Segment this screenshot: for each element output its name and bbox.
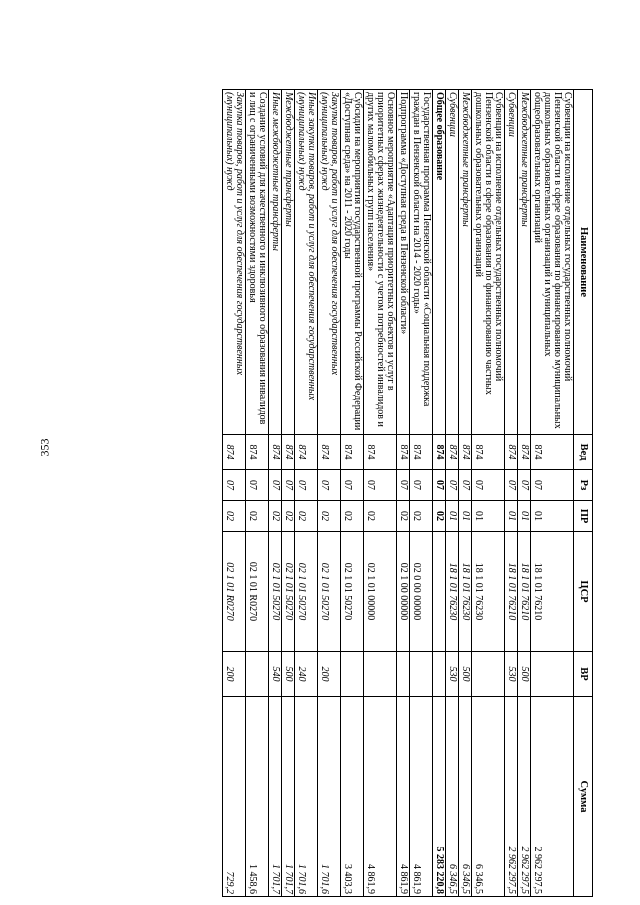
- table-header-row: [574, 90, 593, 897]
- cell-vr: 530: [505, 652, 518, 697]
- table-row: [223, 90, 246, 897]
- cell-csr: 18 1 01 76210: [518, 532, 531, 652]
- cell-pr: 02: [246, 501, 269, 532]
- table-row: [459, 90, 472, 897]
- cell-sum: 1 458,6: [246, 697, 269, 897]
- cell-csr: 02 1 01 50270: [269, 532, 282, 652]
- cell-vr: [433, 652, 446, 697]
- cell-ved: 874: [505, 435, 518, 470]
- cell-name: Субвенции: [446, 90, 459, 435]
- table-row: [410, 90, 433, 897]
- cell-rz: 07: [269, 470, 282, 501]
- cell-name: Общее образование: [433, 90, 446, 435]
- cell-pr: 02: [269, 501, 282, 532]
- cell-ved: 874: [531, 435, 574, 470]
- cell-rz: 07: [341, 470, 364, 501]
- table-row: [505, 90, 518, 897]
- cell-rz: 07: [472, 470, 505, 501]
- cell-rz: 07: [531, 470, 574, 501]
- cell-csr: 18 1 01 76230: [459, 532, 472, 652]
- cell-name: Субвенции: [505, 90, 518, 435]
- cell-vr: 540: [269, 652, 282, 697]
- cell-sum: 4 861,9: [410, 697, 433, 897]
- header-vr: ВР: [574, 652, 593, 697]
- cell-vr: 500: [459, 652, 472, 697]
- cell-sum: 4 861,9: [364, 697, 397, 897]
- cell-csr: 02 1 01 50270: [318, 532, 341, 652]
- cell-csr: 02 1 01 R0270: [246, 532, 269, 652]
- header-name: Наименование: [574, 90, 593, 435]
- table-row: [446, 90, 459, 897]
- cell-ved: 874: [295, 435, 318, 470]
- cell-sum: 1 701,7: [269, 697, 282, 897]
- cell-sum: 6 346,5: [459, 697, 472, 897]
- table-row: [472, 90, 505, 897]
- cell-name: Иные межбюджетные трансферты: [269, 90, 282, 435]
- cell-csr: 02 1 01 50270: [282, 532, 295, 652]
- cell-ved: 874: [518, 435, 531, 470]
- header-ved: Вед: [574, 435, 593, 470]
- cell-name: Закупка товаров, работ и услуг для обеспечения государственных (муниципальных) нужд: [223, 90, 246, 435]
- cell-pr: 02: [410, 501, 433, 532]
- cell-rz: 07: [518, 470, 531, 501]
- cell-rz: 07: [433, 470, 446, 501]
- cell-sum: 5 283 220,8: [433, 697, 446, 897]
- cell-vr: [531, 652, 574, 697]
- cell-pr: 02: [364, 501, 397, 532]
- cell-ved: 874: [433, 435, 446, 470]
- cell-vr: [341, 652, 364, 697]
- cell-csr: 18 1 01 76230: [472, 532, 505, 652]
- cell-rz: 07: [318, 470, 341, 501]
- page-number: 353: [37, 438, 52, 457]
- cell-sum: 1 701,6: [318, 697, 341, 897]
- cell-pr: 02: [433, 501, 446, 532]
- cell-ved: 874: [269, 435, 282, 470]
- cell-name: Закупка товаров, работ и услуг для обеспечения государственных (муниципальных) нужд: [318, 90, 341, 435]
- cell-vr: 530: [446, 652, 459, 697]
- cell-pr: 01: [531, 501, 574, 532]
- cell-pr: 01: [459, 501, 472, 532]
- table-row: [246, 90, 269, 897]
- cell-pr: 02: [318, 501, 341, 532]
- cell-ved: 874: [364, 435, 397, 470]
- cell-sum: 3 403,3: [341, 697, 364, 897]
- rotated-page-content: [98, 89, 593, 894]
- table-row: [295, 90, 318, 897]
- cell-rz: 07: [223, 470, 246, 501]
- cell-rz: 07: [505, 470, 518, 501]
- cell-pr: 02: [282, 501, 295, 532]
- cell-vr: 500: [282, 652, 295, 697]
- cell-csr: 18 1 01 76230: [446, 532, 459, 652]
- cell-sum: 1 701,6: [295, 697, 318, 897]
- cell-csr: 02 1 01 50270: [295, 532, 318, 652]
- cell-pr: 02: [341, 501, 364, 532]
- cell-rz: 07: [397, 470, 410, 501]
- cell-pr: 02: [223, 501, 246, 532]
- cell-name: Подпрограмма «Доступная среда в Пензенской области»: [397, 90, 410, 435]
- cell-pr: 01: [505, 501, 518, 532]
- cell-ved: 874: [282, 435, 295, 470]
- cell-rz: 07: [282, 470, 295, 501]
- cell-ved: 874: [410, 435, 433, 470]
- cell-ved: 874: [341, 435, 364, 470]
- cell-pr: 01: [472, 501, 505, 532]
- cell-csr: 02 1 01 R0270: [223, 532, 246, 652]
- cell-name: Межбюджетные трансферты: [518, 90, 531, 435]
- cell-rz: 07: [295, 470, 318, 501]
- cell-csr: 02 0 00 00000: [410, 532, 433, 652]
- cell-rz: 07: [364, 470, 397, 501]
- cell-sum: 2 962 297,5: [505, 697, 518, 897]
- cell-name: Межбюджетные трансферты: [459, 90, 472, 435]
- cell-csr: 02 1 00 00000: [397, 532, 410, 652]
- cell-csr: 02 1 01 50270: [341, 532, 364, 652]
- cell-pr: 01: [446, 501, 459, 532]
- table-body: [223, 90, 574, 897]
- cell-sum: 6 346,5: [472, 697, 505, 897]
- cell-vr: [364, 652, 397, 697]
- cell-csr: 18 1 01 76210: [505, 532, 518, 652]
- cell-name: Субвенции на исполнение отдельных государственных полномочий Пензенской области в сфере образования по финансированию муниципальных дошкольных образовательных организаций и муниципальных общеобразовательных организаций: [531, 90, 574, 435]
- table-row: [269, 90, 282, 897]
- cell-ved: 874: [397, 435, 410, 470]
- cell-pr: 01: [518, 501, 531, 532]
- cell-sum: 729,2: [223, 697, 246, 897]
- header-rz: Рз: [574, 470, 593, 501]
- table-row: [433, 90, 446, 897]
- cell-sum: 4 861,9: [397, 697, 410, 897]
- table-row: [318, 90, 341, 897]
- cell-vr: 200: [223, 652, 246, 697]
- cell-vr: 240: [295, 652, 318, 697]
- cell-csr: [433, 532, 446, 652]
- header-pr: ПР: [574, 501, 593, 532]
- cell-name: Субсидии на мероприятия государственной программы Российской Федерации «Доступная среда» на 2011 - 2020 годы: [341, 90, 364, 435]
- cell-sum: 2 962 297,5: [518, 697, 531, 897]
- cell-name: Государственная программа Пензенской области «Социальная поддержка граждан в Пензенской области на 2014 - 2020 годы»: [410, 90, 433, 435]
- cell-ved: 874: [223, 435, 246, 470]
- table-row: [531, 90, 574, 897]
- cell-vr: [410, 652, 433, 697]
- cell-sum: 2 962 297,5: [531, 697, 574, 897]
- cell-rz: 07: [410, 470, 433, 501]
- budget-table: [222, 89, 593, 897]
- header-sum: Сумма: [574, 697, 593, 897]
- cell-rz: 07: [459, 470, 472, 501]
- cell-pr: 02: [397, 501, 410, 532]
- table-row: [518, 90, 531, 897]
- cell-csr: 18 1 01 76210: [531, 532, 574, 652]
- cell-rz: 07: [246, 470, 269, 501]
- cell-name: Субвенции на исполнение отдельных государственных полномочий Пензенской области в сфере образования по финансированию частных дошкольных образовательных организаций: [472, 90, 505, 435]
- cell-sum: 6 346,5: [446, 697, 459, 897]
- cell-vr: 200: [318, 652, 341, 697]
- table-row: [364, 90, 397, 897]
- cell-rz: 07: [446, 470, 459, 501]
- cell-ved: 874: [459, 435, 472, 470]
- cell-ved: 874: [472, 435, 505, 470]
- cell-name: Основное мероприятие «Адаптация приоритетных объектов и услуг в приоритетных сферах жизнедеятельности с учетом потребностей инвалидов и других маломобильных групп населения»: [364, 90, 397, 435]
- cell-pr: 02: [295, 501, 318, 532]
- cell-name: Межбюджетные трансферты: [282, 90, 295, 435]
- cell-name: Иные закупки товаров, работ и услуг для обеспечения государственных (муниципальных) нужд: [295, 90, 318, 435]
- cell-ved: 874: [318, 435, 341, 470]
- cell-name: Создание условий для качественного и инклюзивного образования инвалидов и лиц с ограниченными возможностями здоровья: [246, 90, 269, 435]
- cell-ved: 874: [246, 435, 269, 470]
- table-row: [282, 90, 295, 897]
- cell-vr: [472, 652, 505, 697]
- cell-vr: [397, 652, 410, 697]
- table-row: [397, 90, 410, 897]
- cell-sum: 1 701,7: [282, 697, 295, 897]
- cell-ved: 874: [446, 435, 459, 470]
- cell-vr: [246, 652, 269, 697]
- cell-csr: 02 1 01 00000: [364, 532, 397, 652]
- table-row: [341, 90, 364, 897]
- cell-vr: 500: [518, 652, 531, 697]
- header-csr: ЦСР: [574, 532, 593, 652]
